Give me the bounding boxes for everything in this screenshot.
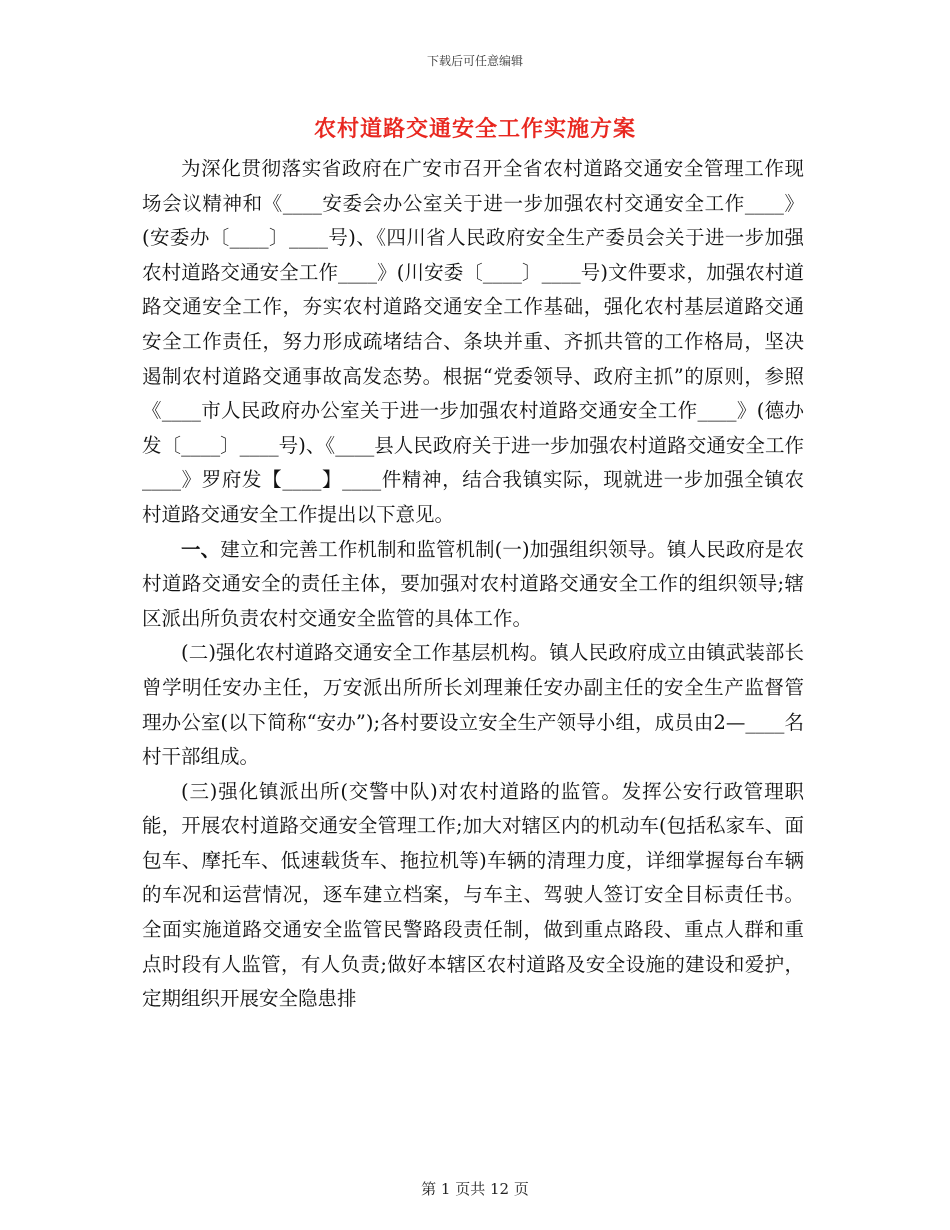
section-1-text: 建立和完善工作机制和监管机制(一)加强组织领导。镇人民政府是农村道路交通安全的责任主体，要加强对农村道路交通安全工作的组织领导;辖区派出所负责农村交通安全监管的具体工作。 xyxy=(142,537,804,630)
paragraph-subsection-3: (三)强化镇派出所(交警中队)对农村道路的监管。发挥公安行政管理职能，开展农村道路交通安全管理工作;加大对辖区内的机动车(包括私家车、面包车、摩托车、低速载货车、拖拉机等)车辆的清理力度，详细掌握每台车辆的车况和运营情况，逐车建立档案，与车主、驾驶人签订安全目标责任书。全面实施道路交通安全监管民警路段责任制，做到重点路段、重点人群和重点时段有人监管，有人负责;做好本辖区农村道路及安全设施的建设和爱护，定期组织开展安全隐患排 xyxy=(142,779,804,1011)
header-note: 下载后可任意编辑 xyxy=(426,54,523,68)
document-body xyxy=(142,152,804,1017)
section-1-numeral: 一、 xyxy=(181,537,221,561)
document-title: 农村道路交通安全工作实施方案 xyxy=(313,116,636,142)
page-footer: 第 1 页共 12 页 xyxy=(421,1180,529,1198)
paragraph-intro: 为深化贯彻落实省政府在广安市召开全省农村道路交通安全管理工作现场会议精神和《____安委会办公室关于进一步加强农村交通安全工作____》(安委办〔____〕____号)、《四川省人民政府安全生产委员会关于进一步加强农村道路交通安全工作____》(川安委〔____〕____号)文件要求，加强农村道路交通安全工作，夯实农村道路交通安全工作基础，强化农村基层道路交通安全工作责任，努力形成疏堵结合、条块并重、齐抓共管的工作格局，坚决遏制农村道路交通事故高发态势。根据“党委领导、政府主抓”的原则，参照《____市人民政府办公室关于进一步加强农村道路交通安全工作____》(德办发〔____〕____号)、《____县人民政府关于进一步加强农村道路交通安全工作____》罗府发【____】____件精神，结合我镇实际，现就进一步加强全镇农村道路交通安全工作提出以下意见。 xyxy=(142,157,804,526)
paragraph-subsection-2: (二)强化农村道路交通安全工作基层机构。镇人民政府成立由镇武装部长曾学明任安办主任，万安派出所所长刘理兼任安办副主任的安全生产监督管理办公室(以下简称“安办”);各村要设立安全生产领导小组，成员由2—____名村干部组成。 xyxy=(142,641,804,769)
paragraph-section-1 xyxy=(142,533,804,637)
